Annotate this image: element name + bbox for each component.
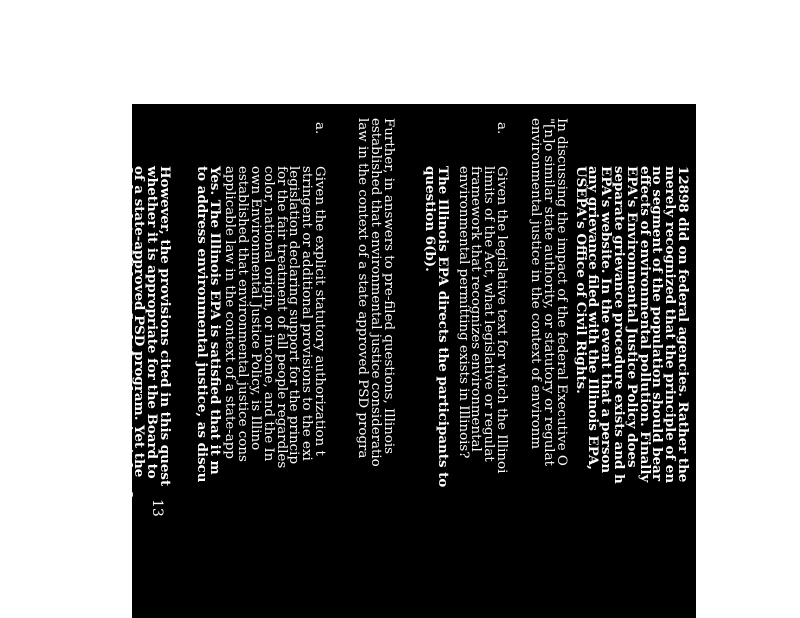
para1-line: merely recognized that the principle of en: [662, 166, 679, 484]
answer-b2-line: whether it is appropriate for the Board to: [144, 166, 161, 479]
answer-b1-line: Yes. The Illinois EPA is satisfied that it m: [207, 166, 223, 475]
para1-line: any grievance filed with the Illinois EPA,: [585, 166, 602, 470]
answer-b1-line: to address environmental justice, as discu: [194, 166, 211, 483]
answer-b2-line: federal Act did not find that the principle of: [118, 166, 135, 496]
para2-line: environmental justice in the context of environm: [528, 118, 544, 450]
para3-line: Further, in answers to pre-filed questions, Illinois: [381, 118, 396, 455]
answer-b2-line: of a state-approved PSD program. Yet the: [131, 166, 148, 478]
para3-line: established that environmental justice consideratio: [368, 118, 384, 467]
page-number: 13: [149, 499, 165, 517]
answer-b2-line: However, the provisions cited in this quest: [157, 166, 173, 487]
question-b-line: for the fair treatment of all people regardles: [273, 166, 289, 469]
para1-line: 12898 did on federal agencies. Rather the: [675, 166, 691, 483]
question-a-line: Given the legislative text for which the Illinoi: [494, 166, 509, 474]
question-b-line: color, national origin, or income, and the In: [260, 166, 276, 462]
question-a-line: limits of the Act, what legislative or regulat: [481, 166, 497, 462]
question-b-line: Given the explicit statutory authorization t: [312, 166, 327, 456]
para1-line: no segment of the population should bear: [649, 166, 666, 481]
answer-a-line: question 6(b).: [422, 166, 439, 272]
question-a-line: environmental permitting exists in Illinois?: [455, 166, 471, 459]
para1-line: effects of environmental pollution. Finally: [636, 166, 653, 483]
question-b-line: own Environmental Justice Policy, is Illino: [248, 166, 263, 451]
answer-a-line: The Illinois EPA directs the participants to: [435, 166, 451, 488]
para2-line: In discussing the impact of the federal Executive O: [554, 118, 569, 466]
para2-line: "[n]o similar state authority, or statutory or regulat: [541, 118, 557, 466]
para3-line: law in the context of a state approved PSD progra: [355, 118, 371, 459]
para1-line: EPA's Environmental Justice Policy does: [623, 166, 640, 468]
question-b-line: stringent or additional provisions to the exi: [299, 166, 315, 461]
scanned-page: [105, 104, 696, 618]
question-marker: a.: [494, 122, 509, 135]
question-b-line: legislation declaring support for the princip: [286, 166, 302, 465]
question-b-line: applicable law in the context of a state-app: [222, 166, 238, 459]
para1-line: USEPA's Office of Civil Rights.: [572, 166, 589, 394]
para1-line: EPA's website. In the event that a person: [598, 166, 615, 474]
question-b-line: established that environmental justice cons: [235, 166, 251, 462]
para1-line: separate grievance procedure exists and h: [611, 166, 627, 484]
answer-b2-line: no segment of the population should bear: [105, 166, 122, 481]
question-a-line: framework that recognizes environmental: [468, 166, 484, 452]
question-marker: a.: [312, 122, 327, 135]
rotated-page-text: [105, 104, 696, 618]
